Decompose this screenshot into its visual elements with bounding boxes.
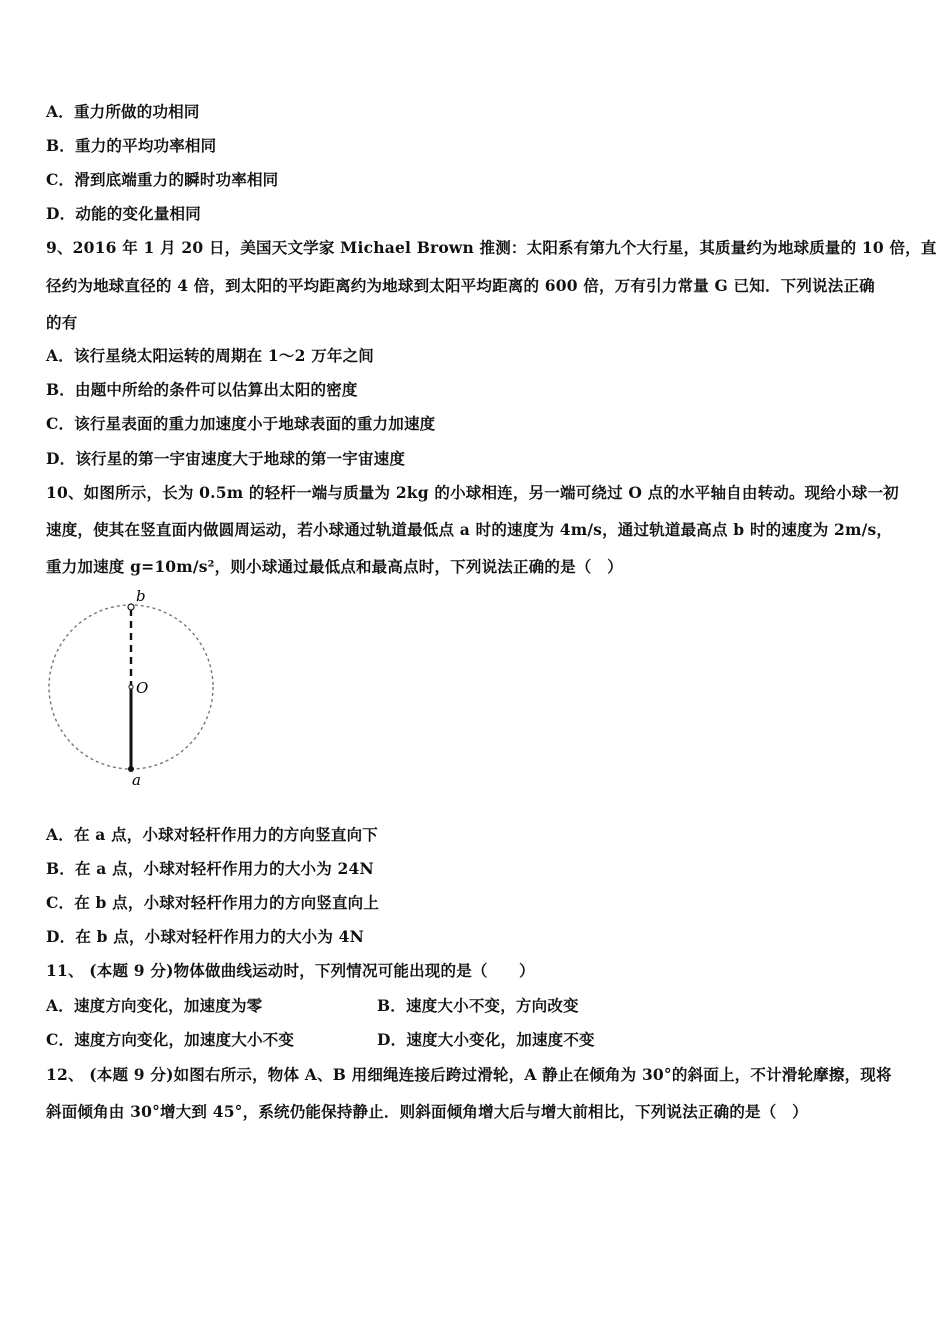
q8-option-d: D．动能的变化量相同 bbox=[46, 204, 201, 223]
label-o: O bbox=[136, 679, 149, 697]
q10-option-d: D．在 b 点，小球对轻杆作用力的大小为 4N bbox=[46, 927, 365, 946]
q9-option-d: D．该行星的第一宇宙速度大于地球的第一宇宙速度 bbox=[46, 449, 406, 468]
q8-option-a: A．重力所做的功相同 bbox=[46, 102, 200, 121]
q11-stem: 11、 (本题 9 分)物体做曲线运动时，下列情况可能出现的是（ ） bbox=[46, 961, 535, 980]
q9-stem-line1: 9、2016 年 1 月 20 日，美国天文学家 Michael Brown 推测：太阳系有第九个大行星，其质量约为地球质量的 10 倍，直 bbox=[46, 238, 937, 257]
q9-stem-line2: 径约为地球直径的 4 倍，到太阳的平均距离约为地球到太阳平均距离的 600 倍，万有引力常量 G 已知．下列说法正确 bbox=[46, 276, 875, 295]
q10-stem-line1: 10、如图所示，长为 0.5m 的轻杆一端与质量为 2kg 的小球相连，另一端可绕过 O 点的水平轴自由转动。现给小球一初 bbox=[46, 483, 899, 502]
q11-option-d: D．速度大小变化，加速度不变 bbox=[377, 1030, 595, 1049]
label-a: a bbox=[132, 771, 141, 789]
q10-option-b: B．在 a 点，小球对轻杆作用力的大小为 24N bbox=[46, 859, 374, 878]
ball-top bbox=[128, 604, 134, 610]
q9-option-a: A．该行星绕太阳运转的周期在 1～2 万年之间 bbox=[46, 346, 375, 365]
label-b: b bbox=[136, 587, 146, 605]
q12-stem-line2: 斜面倾角由 30°增大到 45°，系统仍能保持静止．则斜面倾角增大后与增大前相比，下列说法正确的是（ ） bbox=[46, 1102, 808, 1121]
q10-circle-figure bbox=[40, 585, 230, 790]
q10-option-a: A．在 a 点，小球对轻杆作用力的方向竖直向下 bbox=[46, 825, 378, 844]
q11-option-a: A．速度方向变化，加速度为零 bbox=[46, 996, 263, 1015]
pivot-point bbox=[129, 685, 133, 689]
q9-option-b: B．由题中所给的条件可以估算出太阳的密度 bbox=[46, 380, 358, 399]
q8-option-b: B．重力的平均功率相同 bbox=[46, 136, 217, 155]
q9-option-c: C．该行星表面的重力加速度小于地球表面的重力加速度 bbox=[46, 414, 436, 433]
q10-stem-line2: 速度，使其在竖直面内做圆周运动，若小球通过轨道最低点 a 时的速度为 4m/s，通过轨道最高点 b 时的速度为 2m/s， bbox=[46, 520, 893, 539]
q11-option-c: C．速度方向变化，加速度大小不变 bbox=[46, 1030, 295, 1049]
q8-option-c: C．滑到底端重力的瞬时功率相同 bbox=[46, 170, 279, 189]
q12-stem-line1: 12、 (本题 9 分)如图右所示，物体 A、B 用细绳连接后跨过滑轮，A 静止在倾角为 30°的斜面上，不计滑轮摩擦，现将 bbox=[46, 1065, 892, 1084]
q10-option-c: C．在 b 点，小球对轻杆作用力的方向竖直向上 bbox=[46, 893, 380, 912]
q9-stem-line3: 的有 bbox=[46, 313, 78, 332]
q11-option-b: B．速度大小不变，方向改变 bbox=[377, 996, 579, 1015]
q10-stem-line3: 重力加速度 g=10m/s²，则小球通过最低点和最高点时，下列说法正确的是（ ） bbox=[46, 557, 623, 576]
